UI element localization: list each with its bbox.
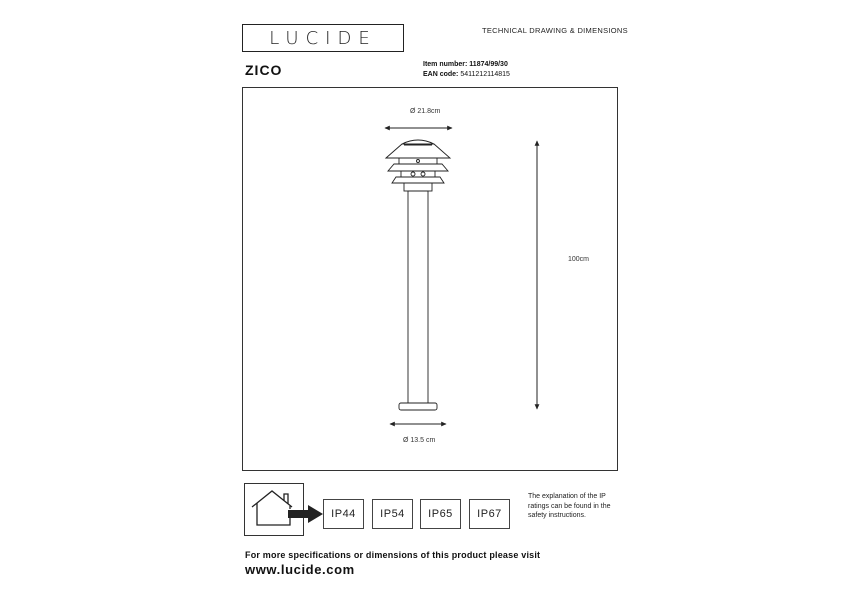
ip-rating-ip44: IP44 [323,499,364,529]
ip-rating-ip67: IP67 [469,499,510,529]
base-diameter-label: Ø 13.5 cm [403,437,436,444]
ean-code: 5411212114815 [460,71,510,78]
logo-text: LUCIDE [269,27,377,49]
height-label: 100cm [568,256,590,263]
ean-label: EAN code: [423,71,459,78]
ip-explanation: The explanation of the IP ratings can be found in the safety instructions. [528,493,611,519]
product-meta [423,60,510,80]
lamp-base [399,403,437,410]
product-name: ZICO [245,62,283,78]
item-number: 11874/99/30 [469,61,508,68]
lamp-drawing [242,87,618,471]
more-info-text: For more specifications or dimensions of this product please visit [245,550,541,560]
ip-rating-ip54: IP54 [372,499,413,529]
item-number-label: Item number: [423,61,468,68]
top-diameter-label: Ø 21.8cm [410,108,441,115]
brand-logo [242,24,404,52]
document-type: TECHNICAL DRAWING & DIMENSIONS [482,26,628,35]
house-arrow-icon [244,483,326,536]
lamp-pole [408,191,428,403]
ip-rating-ip65: IP65 [420,499,461,529]
lamp-head [386,140,450,191]
website-link[interactable]: www.lucide.com [245,562,355,577]
